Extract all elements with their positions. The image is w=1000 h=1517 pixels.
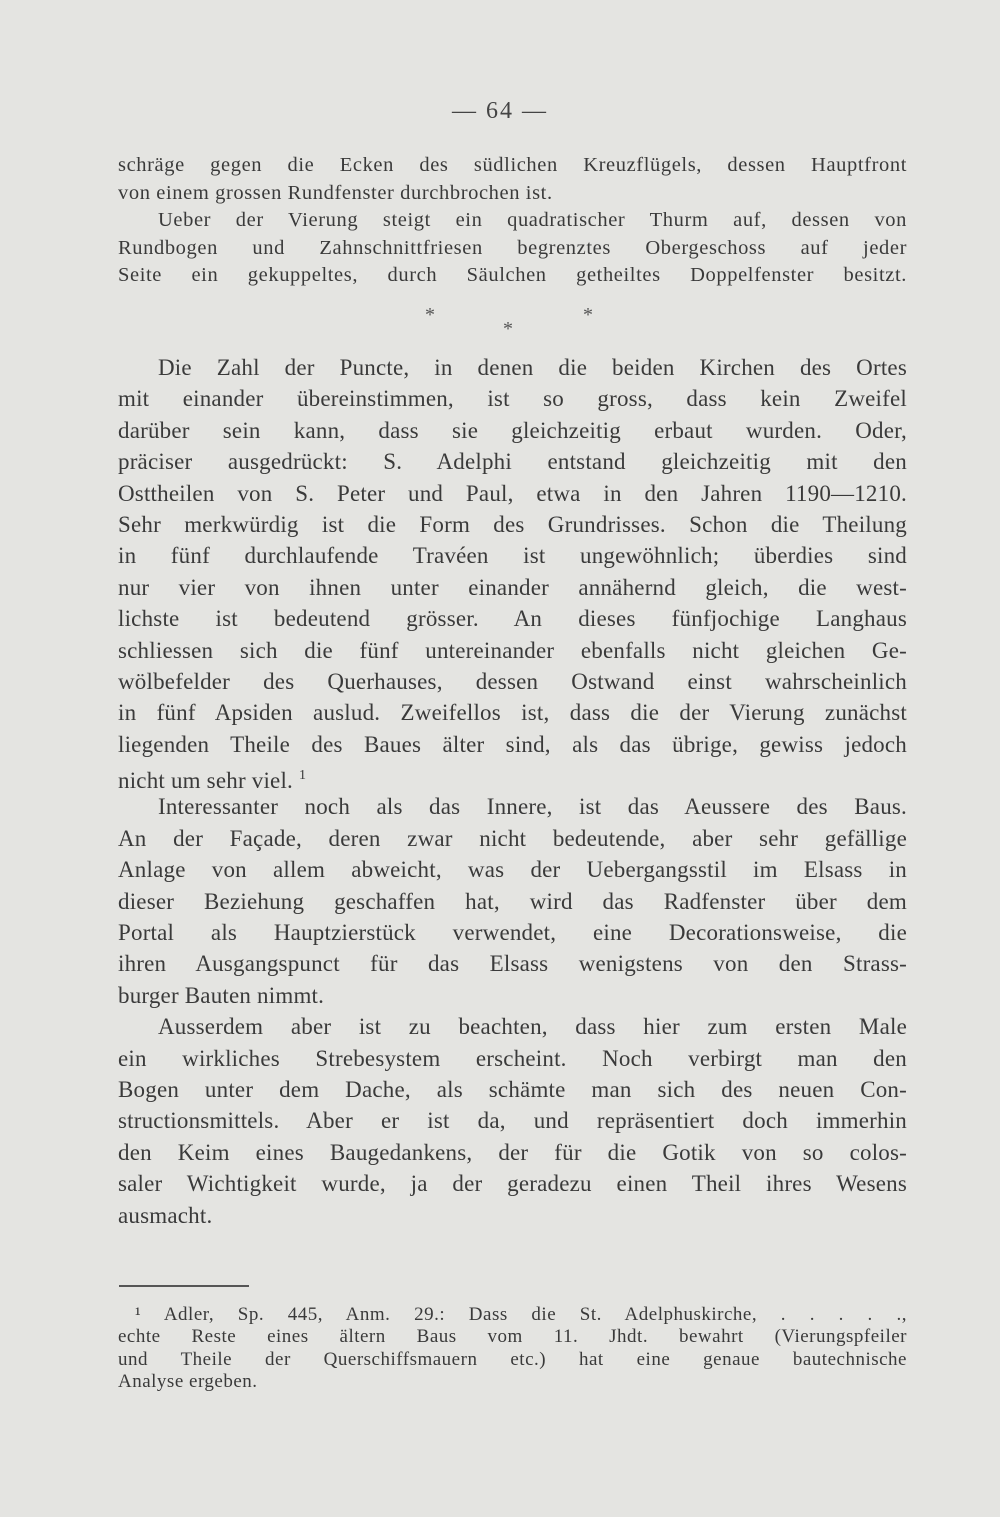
footnote-line: und Theile der Querschiffsmauern etc.) hat eine genaue bautechnische (118, 1348, 907, 1370)
text-line: in fünf Apsiden auslud. Zweifellos ist, dass die der Vierung zunächst (118, 700, 907, 726)
text-line: Ueber der Vierung steigt ein quadratischer Thurm auf, dessen von (158, 209, 907, 231)
footnote-divider (119, 1285, 249, 1287)
text-line: Seite ein gekuppeltes, durch Säulchen getheiltes Doppelfenster besitzt. (118, 264, 907, 286)
text-line: nicht um sehr viel. (118, 768, 293, 792)
asterisk: * (503, 318, 513, 340)
text-line: Portal als Hauptzierstück verwendet, eine Decorationsweise, die (118, 920, 907, 946)
footnote-line: Analyse ergeben. (118, 1371, 258, 1393)
text-line: schliessen sich die fünf untereinander ebenfalls nicht gleichen Ge- (118, 637, 907, 663)
text-line: lichste ist bedeutend grösser. An dieses fünfjochige Langhaus (118, 606, 907, 632)
text-line: nur vier von ihnen unter einander annähernd gleich, die west- (118, 574, 907, 600)
text-line: wölbefelder des Querhauses, dessen Ostwand einst wahrscheinlich (118, 668, 907, 694)
text-line: Anlage von allem abweicht, was der Uebergangsstil im Elsass in (118, 857, 907, 883)
text-line: darüber sein kann, dass sie gleichzeitig erbaut wurden. Oder, (118, 417, 907, 443)
asterisk: * (583, 304, 593, 326)
text-line: Rundbogen und Zahnschnittfriesen begrenztes Obergeschoss auf jeder (118, 236, 907, 259)
text-line: in fünf durchlaufende Travéen ist ungewöhnlich; überdies sind (118, 543, 907, 569)
text-line: An der Façade, deren zwar nicht bedeutende, aber sehr gefällige (118, 825, 907, 851)
text-line: burger Bauten nimmt. (118, 982, 325, 1008)
footnote-line: ¹ Adler, Sp. 445, Anm. 29.: Dass die St. Adelphuskirche, . . . . ., (135, 1304, 907, 1325)
text-line: Sehr merkwürdig ist die Form des Grundrisses. Schon die Theilung (118, 511, 907, 537)
text-line: Interessanter noch als das Innere, ist das Aeussere des Baus. (158, 794, 907, 820)
text-line: ihren Ausgangspunct für das Elsass wenigstens von den Strass- (118, 951, 907, 977)
text-line: dieser Beziehung geschaffen hat, wird das Radfenster über dem (118, 888, 907, 914)
text-line: schräge gegen die Ecken des südlichen Kreuzflügels, dessen Hauptfront (118, 154, 907, 176)
text-line-with-footnote (118, 760, 907, 791)
text-line: präciser ausgedrückt: S. Adelphi entstand gleichzeitig mit den (118, 449, 907, 475)
text-line: mit einander übereinstimmen, ist so gross, dass kein Zweifel (118, 386, 907, 412)
text-line: Osttheilen von S. Peter und Paul, etwa in den Jahren 1190—1210. (118, 480, 907, 506)
intro-paragraphs (118, 152, 907, 290)
asterisk: * (425, 304, 435, 326)
text-line: saler Wichtigkeit wurde, ja der geradezu einen Theil ihres Wesens (118, 1171, 907, 1197)
text-line: Ausserdem aber ist zu beachten, dass hier zum ersten Male (158, 1014, 907, 1040)
text-line: Die Zahl der Puncte, in denen die beiden Kirchen des Ortes (158, 355, 907, 380)
text-line: ein wirkliches Strebesystem erscheint. Noch verbirgt man den (118, 1045, 907, 1071)
main-text (118, 352, 907, 1231)
text-line: von einem grossen Rundfenster durchbrochen ist. (118, 181, 553, 204)
footnote-line: echte Reste eines ältern Baus vom 11. Jhdt. bewahrt (Vierungspfeiler (118, 1326, 907, 1348)
text-line: ausmacht. (118, 1202, 213, 1228)
section-asterism (415, 304, 605, 344)
text-line: structionsmittels. Aber er ist da, und repräsentiert doch immerhin (118, 1108, 907, 1134)
page-number: — 64 — (452, 98, 548, 124)
text-line: liegenden Theile des Baues älter sind, als das übrige, gewiss jedoch (118, 731, 907, 757)
text-line: Bogen unter dem Dache, als schämte man sich des neuen Con- (118, 1076, 907, 1102)
text-line: den Keim eines Baugedankens, der für die Gotik von so colos- (118, 1139, 907, 1165)
footnotes (118, 1304, 907, 1394)
footnote-reference: 1 (298, 768, 307, 784)
